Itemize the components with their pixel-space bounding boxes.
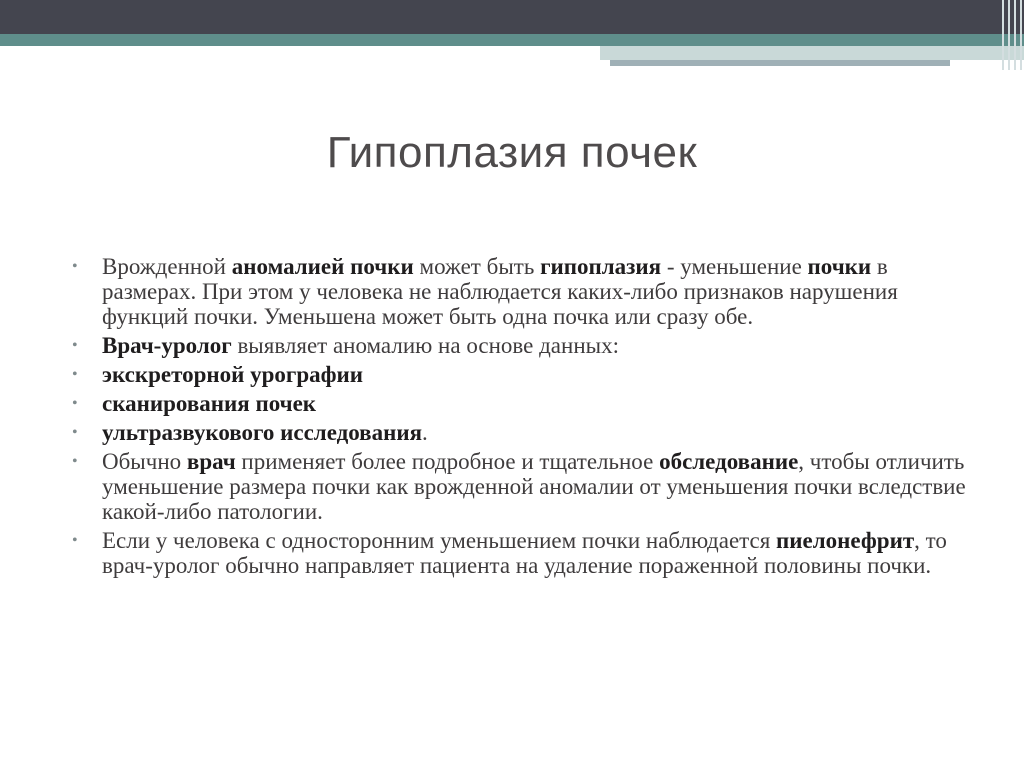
bullet-dot-icon: • — [72, 424, 78, 441]
bullet-bold-text: почки — [807, 254, 872, 279]
bullet-bold-text: аномалией почки — [231, 254, 414, 279]
bullet-text: может быть — [413, 254, 541, 279]
header-teal-band — [0, 34, 1024, 46]
bullet-bold-text: ультразвукового исследования — [102, 420, 423, 445]
bullet-text: Врожденной — [102, 254, 232, 279]
bullet-bold-text: пиелонефрит — [776, 528, 915, 553]
bullet-bold-text: Врач-уролог — [102, 333, 232, 358]
header-accent-line — [610, 60, 950, 66]
bullet-item-pyelonephritis — [72, 528, 972, 578]
bullet-bold-text: врач — [186, 449, 236, 474]
bullet-text: Если у человека с односторонним уменьшением почки наблюдается — [102, 528, 777, 553]
bullet-text: в размерах. При этом у человека не наблюдается каких-либо признаков нарушения функций почки. Уменьшена может быть одна почка или сразу обе. — [102, 254, 898, 329]
bullet-list — [72, 254, 972, 582]
bullet-dot-icon: • — [72, 258, 78, 275]
bullet-item-examination — [72, 449, 972, 524]
bullet-dot-icon: • — [72, 532, 78, 549]
bullet-text: применяет более подробное и тщательное — [235, 449, 660, 474]
bullet-item-scanning — [72, 391, 972, 416]
bullet-item-urography — [72, 362, 972, 387]
bullet-text: выявляет аномалию на основе данных: — [231, 333, 619, 358]
header-vertical-lines — [998, 0, 1024, 70]
slide-title: Гипоплазия почек — [326, 128, 698, 177]
bullet-item-ultrasound — [72, 420, 972, 445]
bullet-bold-text: сканирования почек — [102, 391, 317, 416]
bullet-text: , то врач-уролог обычно направляет пациента на удаление пораженной половины почки. — [102, 528, 947, 578]
bullet-bold-text: гипоплазия — [540, 254, 662, 279]
bullet-text: . — [422, 420, 428, 445]
bullet-bold-text: экскреторной урографии — [102, 362, 364, 387]
header-light-band — [600, 46, 1024, 60]
bullet-dot-icon: • — [72, 337, 78, 354]
bullet-dot-icon: • — [72, 453, 78, 470]
bullet-item-urologist — [72, 333, 972, 358]
bullet-text: Обычно — [102, 449, 187, 474]
bullet-text: - уменьшение — [661, 254, 808, 279]
bullet-text: , чтобы отличить уменьшение размера почки как врожденной аномалии от уменьшения почки вследствие какой-либо патологии. — [102, 449, 966, 524]
bullet-item-hypoplasia — [72, 254, 972, 329]
header-dark-bar — [0, 0, 1024, 34]
bullet-dot-icon: • — [72, 366, 78, 383]
bullet-dot-icon: • — [72, 395, 78, 412]
bullet-bold-text: обследование — [659, 449, 799, 474]
